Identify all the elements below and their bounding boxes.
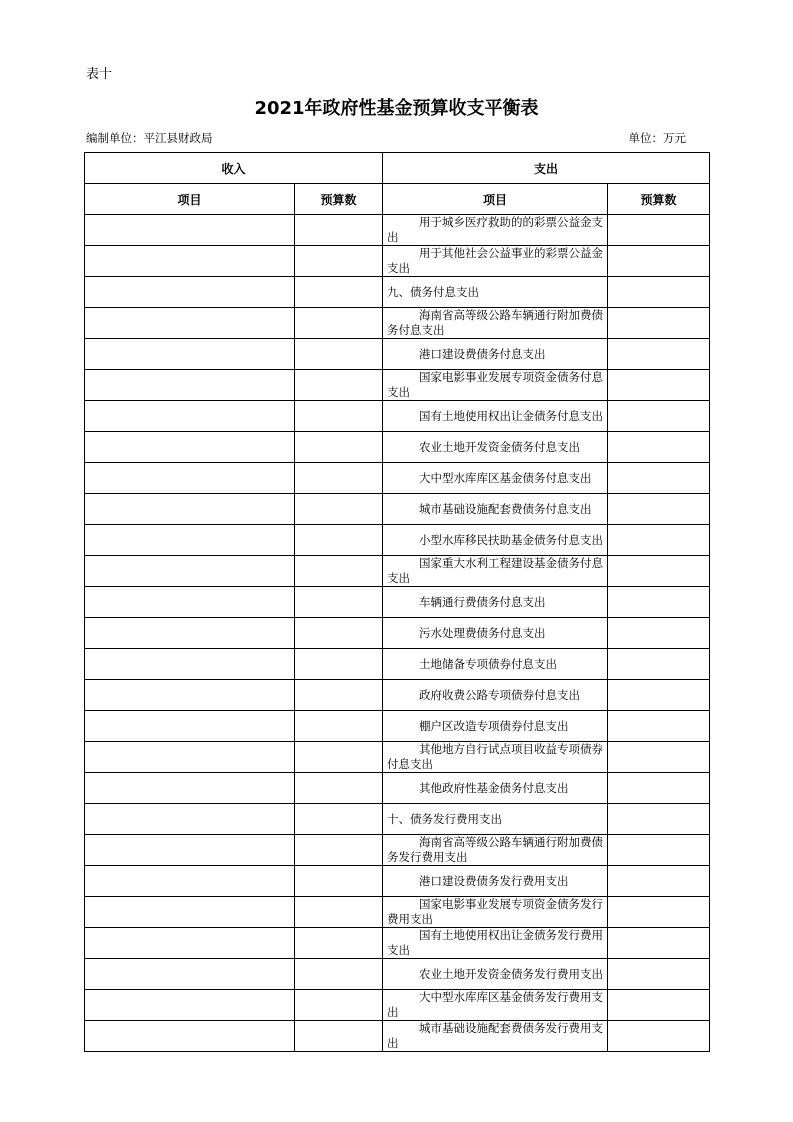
income-budget-cell (295, 742, 383, 773)
expenditure-budget-cell (608, 277, 710, 308)
compiling-unit: 编制单位：平江县财政局 (86, 131, 213, 145)
expenditure-budget-cell (608, 432, 710, 463)
column-header-row (85, 184, 710, 215)
expenditure-item-cell: 土地储备专项债券付息支出 (383, 649, 608, 680)
expenditure-budget-cell (608, 618, 710, 649)
expenditure-budget-cell (608, 339, 710, 370)
table-row (85, 401, 710, 432)
table-row (85, 277, 710, 308)
expenditure-budget-cell (608, 556, 710, 587)
income-item-cell (85, 463, 295, 494)
income-budget-cell (295, 587, 383, 618)
income-header: 收入 (85, 153, 383, 184)
income-budget-cell (295, 401, 383, 432)
income-item-cell (85, 277, 295, 308)
expenditure-budget-cell (608, 1021, 710, 1052)
income-item-cell (85, 928, 295, 959)
table-row (85, 897, 710, 928)
table-row (85, 432, 710, 463)
table-row (85, 804, 710, 835)
expenditure-item-cell: 大中型水库库区基金债务付息支出 (383, 463, 608, 494)
income-item-header: 项目 (85, 184, 295, 215)
expenditure-budget-cell (608, 742, 710, 773)
expenditure-item-cell: 国家电影事业发展专项资金债务付息支出 (383, 370, 608, 401)
page-title: 2021年政府性基金预算收支平衡表 (254, 98, 539, 119)
expenditure-item-cell: 用于其他社会公益事业的彩票公益金支出 (383, 246, 608, 277)
income-item-cell (85, 215, 295, 246)
expenditure-item-cell: 国有土地使用权出让金债务付息支出 (383, 401, 608, 432)
income-budget-cell (295, 246, 383, 277)
table-row (85, 990, 710, 1021)
income-item-cell (85, 556, 295, 587)
expenditure-item-cell: 海南省高等级公路车辆通行附加费债务发行费用支出 (383, 835, 608, 866)
expenditure-budget-cell (608, 897, 710, 928)
income-budget-cell (295, 1021, 383, 1052)
table-row (85, 370, 710, 401)
expenditure-item-cell: 其他地方自行试点项目收益专项债券付息支出 (383, 742, 608, 773)
expenditure-budget-cell (608, 928, 710, 959)
income-budget-cell (295, 959, 383, 990)
expenditure-item-cell: 九、债务付息支出 (383, 277, 608, 308)
table-row (85, 959, 710, 990)
expenditure-item-cell: 棚户区改造专项债券付息支出 (383, 711, 608, 742)
income-item-cell (85, 835, 295, 866)
income-budget-cell (295, 897, 383, 928)
expenditure-item-cell: 城市基础设施配套费债务付息支出 (383, 494, 608, 525)
expenditure-item-cell: 其他政府性基金债务付息支出 (383, 773, 608, 804)
income-budget-cell (295, 649, 383, 680)
expenditure-item-cell: 国有土地使用权出让金债务发行费用支出 (383, 928, 608, 959)
currency-unit: 单位：万元 (628, 131, 686, 145)
table-row (85, 928, 710, 959)
expenditure-item-cell: 污水处理费债务付息支出 (383, 618, 608, 649)
income-item-cell (85, 897, 295, 928)
expenditure-budget-cell (608, 494, 710, 525)
expenditure-item-cell: 十、债务发行费用支出 (383, 804, 608, 835)
income-item-cell (85, 711, 295, 742)
income-budget-cell (295, 277, 383, 308)
expenditure-budget-cell (608, 711, 710, 742)
income-budget-cell (295, 990, 383, 1021)
income-budget-cell (295, 432, 383, 463)
balance-table (84, 152, 710, 1052)
income-budget-cell (295, 711, 383, 742)
table-row (85, 680, 710, 711)
income-budget-cell (295, 215, 383, 246)
income-item-cell (85, 525, 295, 556)
income-budget-cell (295, 494, 383, 525)
header-group-row (85, 153, 710, 184)
expenditure-item-cell: 用于城乡医疗救助的的彩票公益金支出 (383, 215, 608, 246)
income-budget-header: 预算数 (295, 184, 383, 215)
income-budget-cell (295, 680, 383, 711)
income-item-cell (85, 370, 295, 401)
income-item-cell (85, 308, 295, 339)
table-number-label: 表十 (86, 67, 113, 82)
income-budget-cell (295, 618, 383, 649)
table-row (85, 1021, 710, 1052)
table-row (85, 649, 710, 680)
expenditure-budget-cell (608, 308, 710, 339)
income-budget-cell (295, 339, 383, 370)
expenditure-budget-cell (608, 990, 710, 1021)
expenditure-budget-cell (608, 370, 710, 401)
expenditure-item-cell: 港口建设费债务发行费用支出 (383, 866, 608, 897)
income-item-cell (85, 866, 295, 897)
expenditure-item-cell: 政府收费公路专项债券付息支出 (383, 680, 608, 711)
income-budget-cell (295, 556, 383, 587)
table-row (85, 866, 710, 897)
income-item-cell (85, 649, 295, 680)
expenditure-budget-cell (608, 587, 710, 618)
expenditure-budget-cell (608, 246, 710, 277)
table-row (85, 556, 710, 587)
income-item-cell (85, 618, 295, 649)
table-row (85, 525, 710, 556)
table-row (85, 618, 710, 649)
expenditure-budget-cell (608, 680, 710, 711)
expenditure-header: 支出 (383, 153, 710, 184)
income-budget-cell (295, 370, 383, 401)
expenditure-item-cell: 海南省高等级公路车辆通行附加费债务付息支出 (383, 308, 608, 339)
expenditure-budget-cell (608, 463, 710, 494)
income-budget-cell (295, 525, 383, 556)
expenditure-item-cell: 车辆通行费债务付息支出 (383, 587, 608, 618)
table-row (85, 215, 710, 246)
income-item-cell (85, 1021, 295, 1052)
expenditure-budget-cell (608, 866, 710, 897)
income-item-cell (85, 773, 295, 804)
income-item-cell (85, 804, 295, 835)
expenditure-budget-cell (608, 215, 710, 246)
income-item-cell (85, 587, 295, 618)
expenditure-budget-cell (608, 804, 710, 835)
expenditure-item-cell: 大中型水库库区基金债务发行费用支出 (383, 990, 608, 1021)
income-item-cell (85, 990, 295, 1021)
expenditure-item-cell: 国家电影事业发展专项资金债务发行费用支出 (383, 897, 608, 928)
income-item-cell (85, 339, 295, 370)
expenditure-budget-cell (608, 649, 710, 680)
income-item-cell (85, 401, 295, 432)
expenditure-budget-header: 预算数 (608, 184, 710, 215)
expenditure-item-cell: 国家重大水利工程建设基金债务付息支出 (383, 556, 608, 587)
income-budget-cell (295, 308, 383, 339)
table-row (85, 742, 710, 773)
expenditure-budget-cell (608, 401, 710, 432)
income-budget-cell (295, 773, 383, 804)
table-row (85, 308, 710, 339)
income-item-cell (85, 680, 295, 711)
expenditure-item-cell: 农业土地开发资金债务发行费用支出 (383, 959, 608, 990)
table-row (85, 339, 710, 370)
income-budget-cell (295, 835, 383, 866)
table-row (85, 246, 710, 277)
income-budget-cell (295, 866, 383, 897)
expenditure-item-header: 项目 (383, 184, 608, 215)
income-budget-cell (295, 463, 383, 494)
income-item-cell (85, 742, 295, 773)
income-item-cell (85, 959, 295, 990)
income-item-cell (85, 246, 295, 277)
table-row (85, 773, 710, 804)
expenditure-budget-cell (608, 773, 710, 804)
table-row (85, 711, 710, 742)
expenditure-budget-cell (608, 959, 710, 990)
table-row (85, 835, 710, 866)
table-row (85, 463, 710, 494)
income-item-cell (85, 432, 295, 463)
table-row (85, 494, 710, 525)
expenditure-item-cell: 港口建设费债务付息支出 (383, 339, 608, 370)
table-row (85, 587, 710, 618)
income-budget-cell (295, 928, 383, 959)
income-budget-cell (295, 804, 383, 835)
expenditure-item-cell: 小型水库移民扶助基金债务付息支出 (383, 525, 608, 556)
expenditure-item-cell: 农业土地开发资金债务付息支出 (383, 432, 608, 463)
income-item-cell (85, 494, 295, 525)
expenditure-budget-cell (608, 835, 710, 866)
expenditure-item-cell: 城市基础设施配套费债务发行费用支出 (383, 1021, 608, 1052)
expenditure-budget-cell (608, 525, 710, 556)
